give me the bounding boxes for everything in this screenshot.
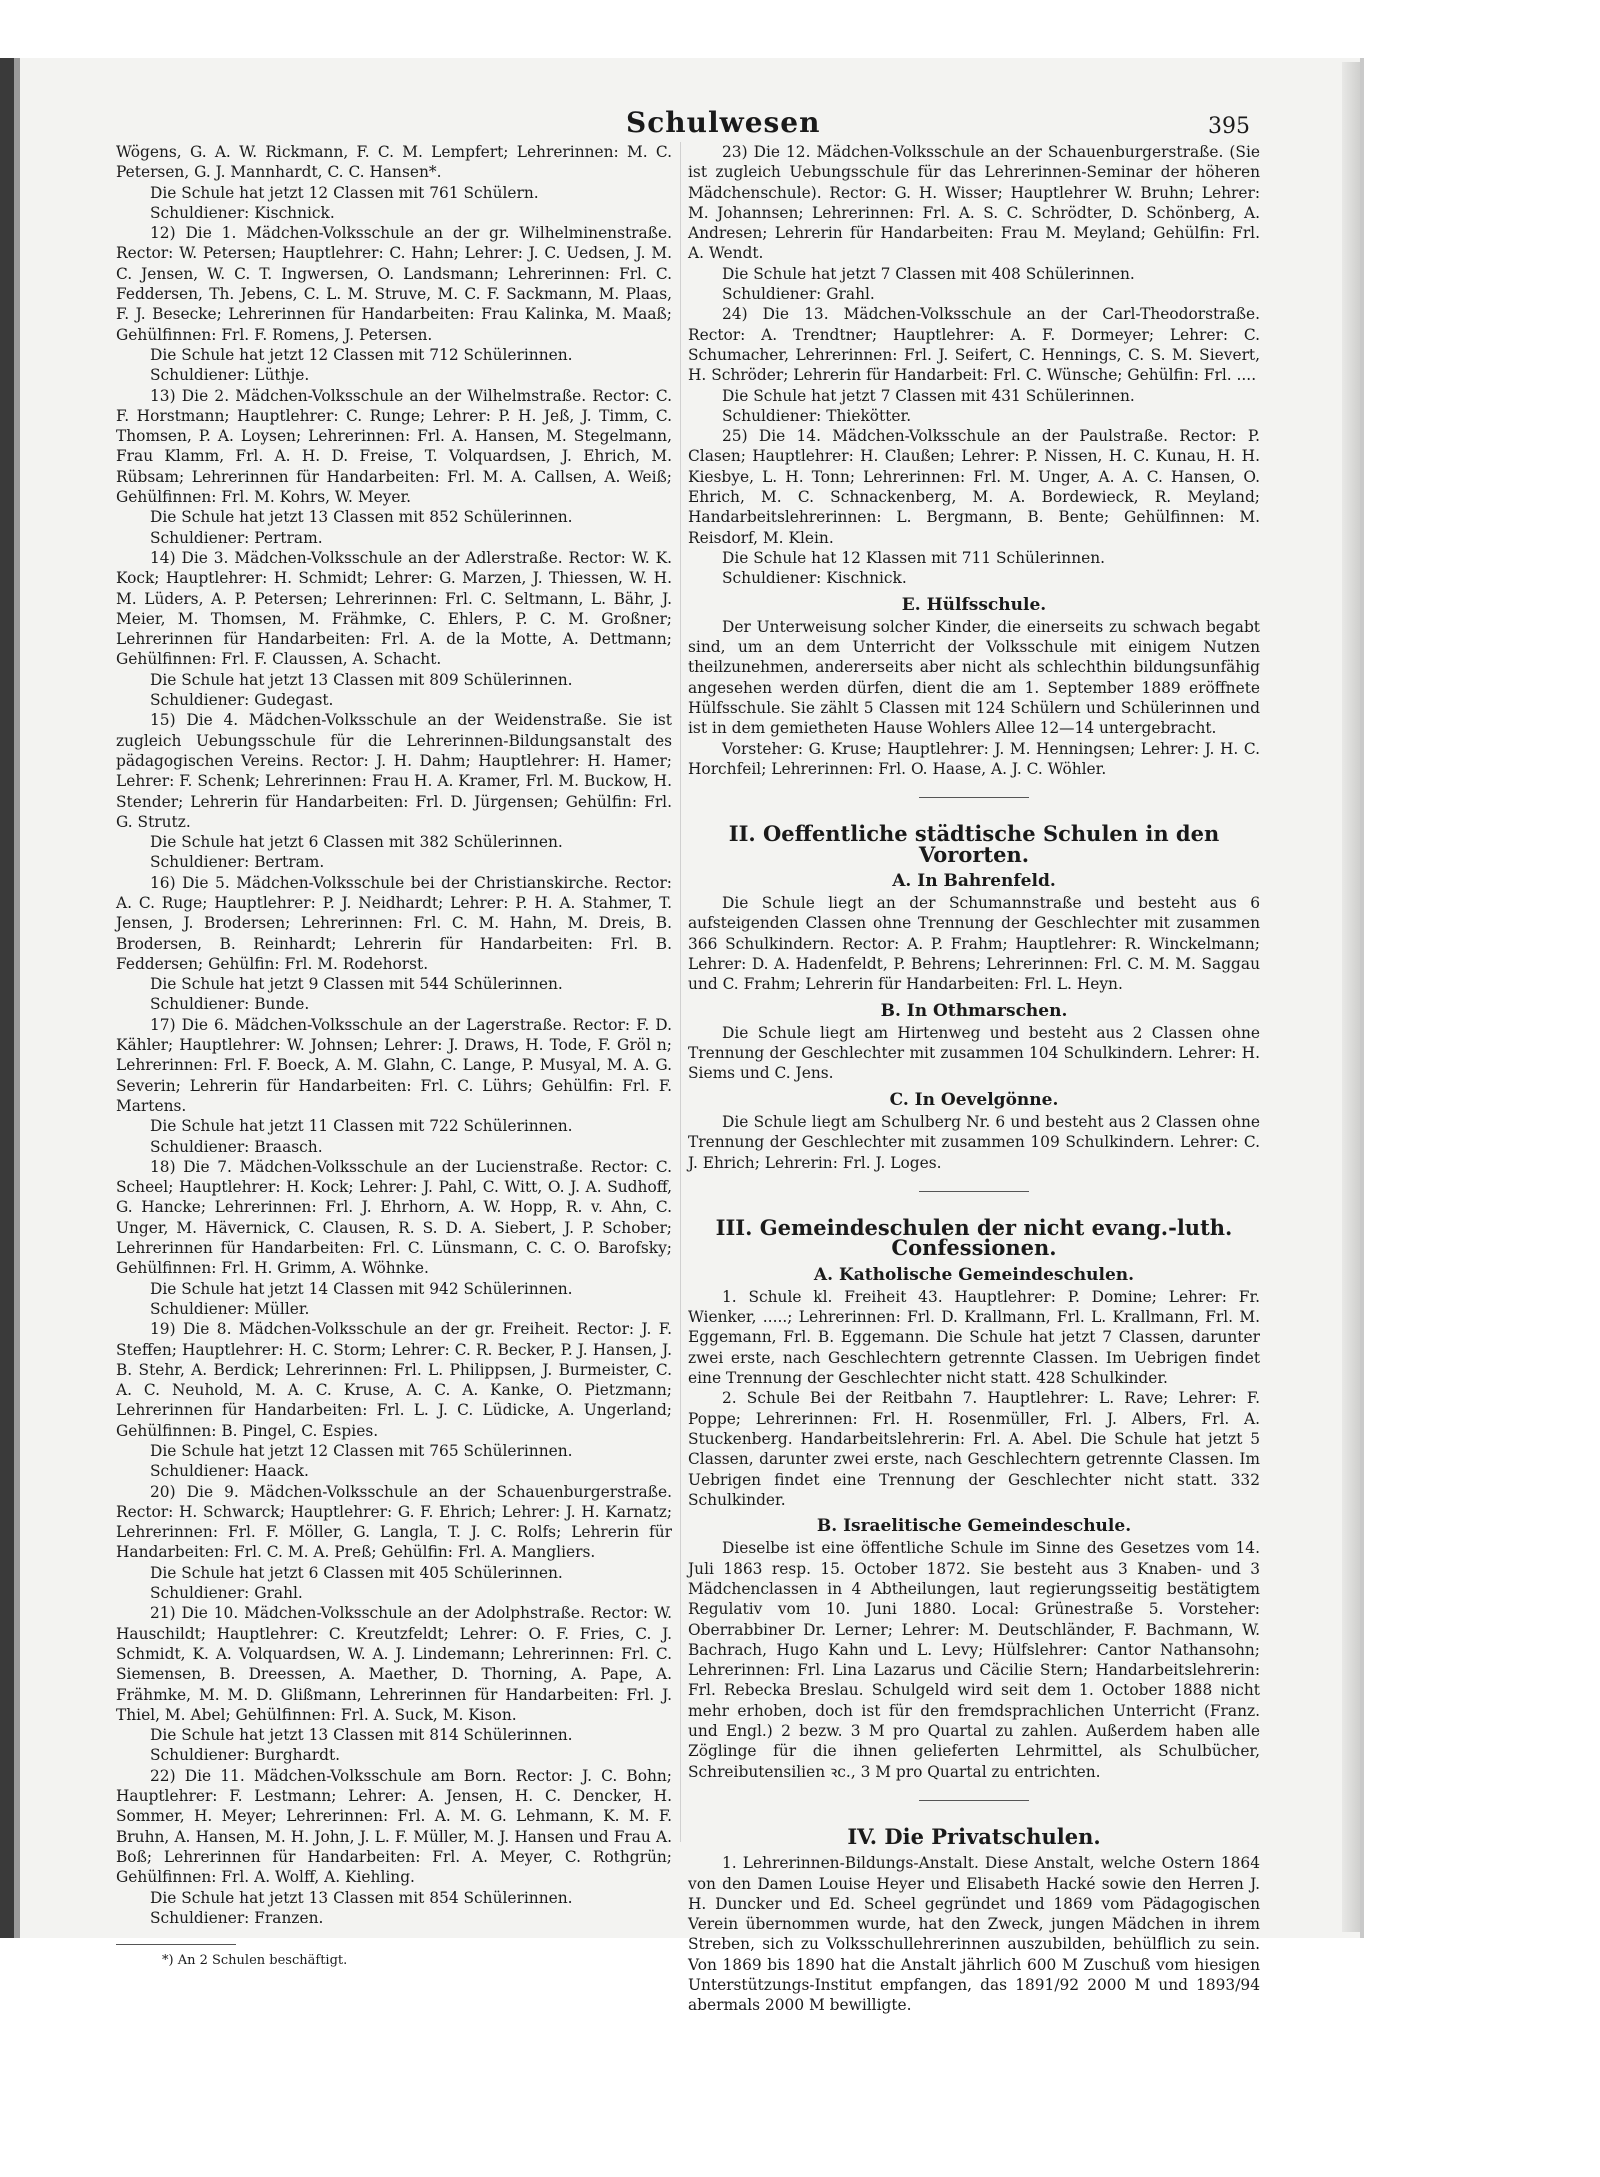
- paragraph: Dieselbe ist eine öffentliche Schule im Sinne des Gesetzes vom 14. Juli 1863 resp. 15. October 1872. Sie besteht aus 3 Knaben- und 3 Mädchenclassen in 4 Abtheilungen, laut regierungsseitig bestätigtem Regulativ vom 10. Juni 1880. Local: Grünestraße 5. Vorsteher: Oberrabbiner Dr. Lerner; Lehrer: M. Deutschländer, F. Bachmann, W. Bachrach, Hugo Kahn und L. Levy; Hülfslehrer: Cantor Nathansohn; Lehrerinnen: Frl. Lina Lazarus und Cäcilie Stern; Handarbeitslehrerin: Frl. Rebecka Breslau. Schulgeld wird seit dem 1. October 1888 nicht mehr erhoben, doch ist für den fremdsprachlichen Unterricht (Franz. und Engl.) 2 bezw. 3 M pro Quartal zu zahlen. Außerdem haben alle Zöglinge für die ihnen gelieferten Lehrmittel, als Schulbücher, Schreibutensilien ꝛc., 3 M pro Quartal zu entrichten.: [688, 1539, 1260, 1781]
- paragraph: Schuldiener: Kischnick.: [722, 569, 907, 588]
- section-iv-heading: IV. Die Privatschulen.: [847, 1823, 1101, 1849]
- paragraph: Die Schule hat jetzt 6 Classen mit 382 Schülerinnen.: [150, 833, 563, 852]
- paragraph: 20) Die 9. Mädchen-Volksschule an der Schauenburgerstraße. Rector: H. Schwarck; Hauptlehrer: G. F. Ehrich; Lehrer: J. H. Karnatz; Lehrerinnen: Frl. F. Möller, G. Langla, T. J. C. Rolfs; Lehrerin für Handarbeiten: Frl. C. M. A. Preß; Gehülfin: Frl. A. Mangliers.: [116, 1482, 672, 1562]
- subsection-heading: A. Katholische Gemeindeschulen.: [813, 1264, 1135, 1285]
- paragraph: 23) Die 12. Mädchen-Volksschule an der Schauenburgerstraße. (Sie ist zugleich Uebungsschule für das Lehrerinnen-Seminar der höheren Mädchenschule). Rector: G. H. Wisser; Hauptlehrer W. Bruhn; Lehrer: M. Johannsen; Lehrerinnen: Frl. A. S. C. Schrödter, D. Schönberg, A. Andresen; Lehrerin für Handarbeiten: Frau M. Meyland; Gehülfin: Frl. A. Wendt.: [688, 143, 1260, 263]
- paragraph: 2. Schule Bei der Reitbahn 7. Hauptlehrer: L. Rave; Lehrer: F. Poppe; Lehrerinnen: Frl. H. Rosenmüller, Frl. J. Albers, Frl. A. Stuckenberg. Handarbeitslehrerin: Frl. A. Abel. Die Schule hat jetzt 5 Classen, darunter zwei erste, nach Geschlechtern getrennte Classen. Im Uebrigen findet eine Trennung der Geschlechter nicht statt. 332 Schulkinder.: [688, 1389, 1260, 1509]
- paragraph: Die Schule hat jetzt 12 Classen mit 765 Schülerinnen.: [150, 1442, 573, 1460]
- paragraph: Schuldiener: Grahl.: [722, 285, 875, 304]
- section-e-body: [688, 617, 1260, 779]
- section-ii-heading: II. Oeffentliche städtische Schulen in den Vororten.: [728, 821, 1220, 867]
- paragraph: 1. Schule kl. Freiheit 43. Hauptlehrer: P. Domine; Lehrer: Fr. Wienker, .....; Lehrerinnen: Frl. D. Krallmann, Frl. L. Krallmann, Frl. M. Eggemann, Frl. B. Eggemann. Die Schule hat jetzt 7 Classen, darunter zwei erste, nach Geschlechtern getrennte Classen. Im Uebrigen findet eine Trennung der Geschlechter nicht statt. 428 Schulkinder.: [688, 1287, 1260, 1388]
- paragraph: Wögens, G. A. W. Rickmann, F. C. M. Lempfert; Lehrerinnen: M. C. Petersen, G. J. Mannhardt, C. C. Hansen*.: [116, 143, 672, 182]
- paragraph: 25) Die 14. Mädchen-Volksschule an der Paulstraße. Rector: P. Clasen; Hauptlehrer: H. Claußen; Lehrer: P. Nissen, H. C. Kunau, H. H. Kiesbye, L. H. Tonn; Lehrerinnen: Frl. M. Unger, A. A. C. Hansen, O. Ehrich, M. C. Schnackenberg, M. A. Bordewieck, R. Meyland; Handarbeitslehrerinnen: L. Bergmann, B. Bente; Gehülfinnen: M. Reisdorf, M. Klein.: [688, 427, 1260, 547]
- paragraph: 15) Die 4. Mädchen-Volksschule an der Weidenstraße. Sie ist zugleich Uebungsschule für die Lehrerinnen-Bildungsanstalt des pädagogischen Vereins. Rector: J. H. Dahm; Hauptlehrer: H. Hamer; Lehrer: F. Schenk; Lehrerinnen: Frau H. A. Kramer, Frl. M. Buckow, H. Stender; Lehrerin für Handarbeiten: Frl. D. Jürgensen; Gehülfin: Frl. G. Strutz.: [116, 711, 672, 831]
- paragraph: Die Schule hat jetzt 12 Classen mit 761 Schülern.: [150, 183, 539, 202]
- paragraph: Die Schule hat jetzt 13 Classen mit 852 Schülerinnen.: [150, 508, 573, 527]
- paragraph: 24) Die 13. Mädchen-Volksschule an der Carl-Theodorstraße. Rector: A. Trendtner; Hauptlehrer: A. F. Dormeyer; Lehrer: C. Schumacher, Lehrerinnen: Frl. J. Seifert, C. Hennings, C. S. M. Sievert, H. Schröder; Lehrerin für Handarbeit: Frl. C. Wünsche; Gehülfin: Frl. ....: [688, 305, 1260, 385]
- paragraph: Schuldiener: Haack.: [150, 1462, 309, 1481]
- paragraph: Die Schule hat jetzt 14 Classen mit 942 Schülerinnen.: [150, 1279, 573, 1298]
- paragraph: 12) Die 1. Mädchen-Volksschule an der gr. Wilhelminenstraße. Rector: W. Petersen; Hauptlehrer: C. Hahn; Lehrer: J. C. Uedsen, J. M. C. Jensen, W. C. T. Ingwersen, O. Landsmann; Lehrerinnen: Frl. C. Feddersen, Th. Jebens, C. L. M. Struve, M. C. F. Sackmann, M. Plaas, F. J. Besecke; Lehrerinnen für Handarbeiten: Frau Kalinka, M. Maaß; Gehülfinnen: Frl. F. Romens, J. Petersen.: [116, 224, 672, 344]
- paragraph: Schuldiener: Gudegast.: [150, 691, 334, 710]
- paragraph: Schuldiener: Burghardt.: [150, 1746, 341, 1765]
- paragraph: Schuldiener: Braasch.: [150, 1137, 323, 1156]
- column-divider: [680, 142, 681, 1842]
- section-iv-body: [688, 1853, 1260, 2015]
- section-rule: [919, 797, 1029, 798]
- right-top-paragraphs: [688, 142, 1260, 589]
- left-paragraphs: [116, 142, 672, 1928]
- paragraph: Schuldiener: Grahl.: [150, 1584, 303, 1603]
- paragraph: Vorsteher: G. Kruse; Hauptlehrer: J. M. Henningsen; Lehrer: J. H. C. Horchfeil; Lehrerinnen: Frl. O. Haase, A. J. C. Wöhler.: [688, 739, 1260, 778]
- paragraph: Schuldiener: Müller.: [150, 1299, 310, 1318]
- left-column: [116, 142, 672, 1971]
- section-rule: [919, 1191, 1029, 1192]
- footnote-rule: [116, 1944, 236, 1945]
- subsection-heading: B. Israelitische Gemeindeschule.: [816, 1516, 1132, 1537]
- paragraph: 22) Die 11. Mädchen-Volksschule am Born. Rector: J. C. Bohn; Hauptlehrer: F. Lestmann; Lehrer: A. Jensen, H. C. Dencker, H. Sommer, H. Meyer; Lehrerinnen: Frl. A. M. G. Lehmann, K. M. F. Bruhn, A. Hansen, M. H. John, J. L. F. Müller, M. J. Hansen und Frau A. Boß; Lehrerinnen für Handarbeiten: Frl. A. Meyer, C. Rothgrün; Gehülfinnen: Frl. A. Wolff, A. Kiehling.: [116, 1766, 672, 1887]
- paragraph: Die Schule hat 12 Klassen mit 711 Schülerinnen.: [722, 548, 1106, 567]
- paragraph: Schuldiener: Kischnick.: [150, 203, 335, 222]
- paragraph: 21) Die 10. Mädchen-Volksschule an der Adolphstraße. Rector: W. Hauschildt; Hauptlehrer: C. Kreutzfeldt; Lehrer: O. F. Fries, C. J. Schmidt, K. A. Volquardsen, W. A. J. Lindemann; Lehrerinnen: Frl. C. Siemensen, B. Dreessen, A. Maether, D. Thorning, A. Pape, A. Frähmke, M. M. D. Glißmann, Lehrerinnen für Handarbeiten: Frl. J. Thiel, M. Abel; Gehülfinnen: Frl. A. Suck, M. Kison.: [116, 1604, 672, 1724]
- paragraph: Die Schule liegt an der Schumannstraße und besteht aus 6 aufsteigenden Classen ohne Trennung der Geschlechter mit zusammen 366 Schulkindern. Rector: A. P. Frahm; Hauptlehrer: R. Winckelmann; Lehrer: D. A. Hadenfeldt, P. Behrens; Lehrerinnen: Frl. C. M. M. Saggau und C. Frahm; Lehrerin für Handarbeiten: Frl. L. Heyn.: [688, 894, 1260, 994]
- paragraph: Schuldiener: Bertram.: [150, 853, 325, 872]
- paragraph: Die Schule hat jetzt 11 Classen mit 722 Schülerinnen.: [150, 1117, 573, 1136]
- scan-left-edge: [0, 58, 14, 1938]
- paragraph: Schuldiener: Pertram.: [150, 528, 323, 547]
- paragraph: Der Unterweisung solcher Kinder, die einerseits zu schwach begabt sind, um an dem Unterricht der Volksschule mit einigem Nutzen theilzunehmen, andererseits aber nicht als schlechthin bildungsunfähig angesehen werden dürfen, dient die am 1. September 1889 eröffnete Hülfsschule. Sie zählt 5 Classen mit 124 Schülern und Schülerinnen und ist in dem gemietheten Hause Wohlers Allee 12—14 untergebracht.: [688, 617, 1260, 738]
- right-column: [688, 142, 1260, 2016]
- section-iii-heading: III. Gemeindeschulen der nicht evang.-luth. Confessionen.: [715, 1214, 1233, 1261]
- section-e-heading: E. Hülfsschule.: [901, 594, 1047, 615]
- paragraph: Die Schule hat jetzt 7 Classen mit 408 Schülerinnen.: [722, 264, 1135, 283]
- section-rule: [919, 1800, 1029, 1801]
- page-number: 395: [1208, 114, 1250, 139]
- paragraph: Die Schule hat jetzt 13 Classen mit 809 Schülerinnen.: [150, 670, 573, 689]
- paragraph: Schuldiener: Bunde.: [150, 995, 310, 1014]
- paragraph: Die Schule hat jetzt 6 Classen mit 405 Schülerinnen.: [150, 1563, 563, 1582]
- paragraph: Die Schule hat jetzt 7 Classen mit 431 Schülerinnen.: [722, 386, 1135, 405]
- subsection-heading: A. In Bahrenfeld.: [892, 870, 1056, 891]
- paragraph: Die Schule hat jetzt 9 Classen mit 544 Schülerinnen.: [150, 975, 563, 994]
- page-right-edge: [1342, 62, 1360, 1932]
- page-header-title: Schulwesen: [626, 106, 821, 139]
- paragraph: Die Schule hat jetzt 12 Classen mit 712 Schülerinnen.: [150, 345, 573, 364]
- paragraph: Schuldiener: Thiekötter.: [722, 406, 912, 425]
- subsection-heading: C. In Oevelgönne.: [889, 1089, 1059, 1110]
- paragraph: 17) Die 6. Mädchen-Volksschule an der Lagerstraße. Rector: F. D. Kähler; Hauptlehrer: W. Johnsen; Lehrer: J. Draws, H. Tode, F. Gröl n; Lehrerinnen: Frl. F. Boeck, A. M. Glahn, C. Lange, P. Musyal, M. A. G. Severin; Lehrerin für Handarbeiten: Frl. C. Lührs; Gehülfin: Frl. F. Martens.: [116, 1015, 672, 1115]
- section-iii-body: [688, 1265, 1260, 1782]
- paragraph: Schuldiener: Lüthje.: [150, 366, 310, 385]
- paragraph: 16) Die 5. Mädchen-Volksschule bei der Christianskirche. Rector: A. C. Ruge; Hauptlehrer: P. J. Neidhardt; Lehrer: P. H. A. Stahmer, T. Jensen, J. Brodersen; Lehrerinnen: Frl. C. M. Hahn, M. Dreis, B. Brodersen, B. Reinhardt; Lehrerin für Handarbeiten: Frl. B. Feddersen; Gehülfin: Frl. M. Rodehorst.: [116, 873, 672, 973]
- paragraph: Die Schule hat jetzt 13 Classen mit 854 Schülerinnen.: [150, 1888, 573, 1907]
- paragraph: 19) Die 8. Mädchen-Volksschule an der gr. Freiheit. Rector: J. F. Steffen; Hauptlehrer: H. C. Storm; Lehrer: C. R. Becker, P. J. Hansen, J. B. Stehr, A. Berdick; Lehrerinnen: Frl. L. Philippsen, J. Burmeister, C. A. C. Neuhold, M. A. C. Kruse, A. C. A. Kanke, O. Pietzmann; Lehrerinnen für Handarbeiten: Frl. L. J. C. Lüdicke, A. Ungerland; Gehülfinnen: B. Pingel, C. Espies.: [116, 1320, 672, 1440]
- paragraph: Die Schule hat jetzt 13 Classen mit 814 Schülerinnen.: [150, 1726, 573, 1745]
- paragraph: 13) Die 2. Mädchen-Volksschule an der Wilhelmstraße. Rector: C. F. Horstmann; Hauptlehrer: C. Runge; Lehrer: P. H. Jeß, J. Timm, C. Thomsen, P. A. Loysen; Lehrerinnen: Frl. A. Hansen, M. Stegelmann, Frau Klamm, Frl. A. H. D. Freise, T. Volquardsen, J. Ehrich, M. Rübsam; Lehrerinnen für Handarbeiten: Frl. M. A. Callsen, A. Weiß; Gehülfinnen: Frl. M. Kohrs, W. Meyer.: [116, 386, 672, 507]
- paragraph: 18) Die 7. Mädchen-Volksschule an der Lucienstraße. Rector: C. Scheel; Hauptlehrer: H. Kock; Lehrer: J. Pahl, C. Witt, O. J. A. Sudhoff, G. Hancke; Lehrerinnen: Frl. J. Ehrhorn, A. W. Hopp, R. v. Ahn, C. Unger, M. Hävernick, C. Clausen, R. S. D. A. Siebert, J. P. Schober; Lehrerinnen für Handarbeiten: Frl. C. Lünsmann, C. C. O. Barofsky; Gehülfinnen: Frl. H. Grimm, A. Wöhnke.: [116, 1157, 672, 1278]
- paragraph: 1. Lehrerinnen-Bildungs-Anstalt. Diese Anstalt, welche Ostern 1864 von den Damen Louise Heyer und Elisabeth Hacké sowie den Herren J. H. Duncker und Ed. Scheel gegründet und 1869 vom Pädagogischen Verein übernommen wurde, hat den Zweck, jungen Mädchen in ihrem Streben, sich zu Volksschullehrerinnen auszubilden, behülflich zu sein. Von 1869 bis 1890 hat die Anstalt jährlich 600 M Zuschuß vom hiesigen Unterstützungs-Institut empfangen, das 1891/92 2000 M und 1893/94 abermals 2000 M bewilligte.: [688, 1854, 1260, 2015]
- subsection-heading: B. In Othmarschen.: [880, 1000, 1068, 1021]
- section-ii-body: [688, 871, 1260, 1173]
- paragraph: Die Schule liegt am Schulberg Nr. 6 und besteht aus 2 Classen ohne Trennung der Geschlechter mit zusammen 109 Schulkindern. Lehrer: C. J. Ehrich; Lehrerin: Frl. J. Loges.: [688, 1113, 1260, 1172]
- paragraph: Die Schule liegt am Hirtenweg und besteht aus 2 Classen ohne Trennung der Geschlechter mit zusammen 104 Schulkindern. Lehrer: H. Siems und C. Jens.: [688, 1023, 1260, 1083]
- paragraph: Schuldiener: Franzen.: [150, 1908, 324, 1927]
- paragraph: 14) Die 3. Mädchen-Volksschule an der Adlerstraße. Rector: W. K. Kock; Hauptlehrer: H. Schmidt; Lehrer: G. Marzen, J. Thiessen, W. H. M. Lüders, A. P. Petersen; Lehrerinnen: Frl. C. Seltmann, L. Bähr, J. Meier, M. Thomsen, M. Frähmke, C. Ehlers, P. C. M. Großner; Lehrerinnen für Handarbeiten: Frl. A. de la Motte, A. Dettmann; Gehülfinnen: Frl. F. Claussen, A. Schacht.: [116, 548, 672, 669]
- footnote: *) An 2 Schulen beschäftigt.: [162, 1953, 348, 1969]
